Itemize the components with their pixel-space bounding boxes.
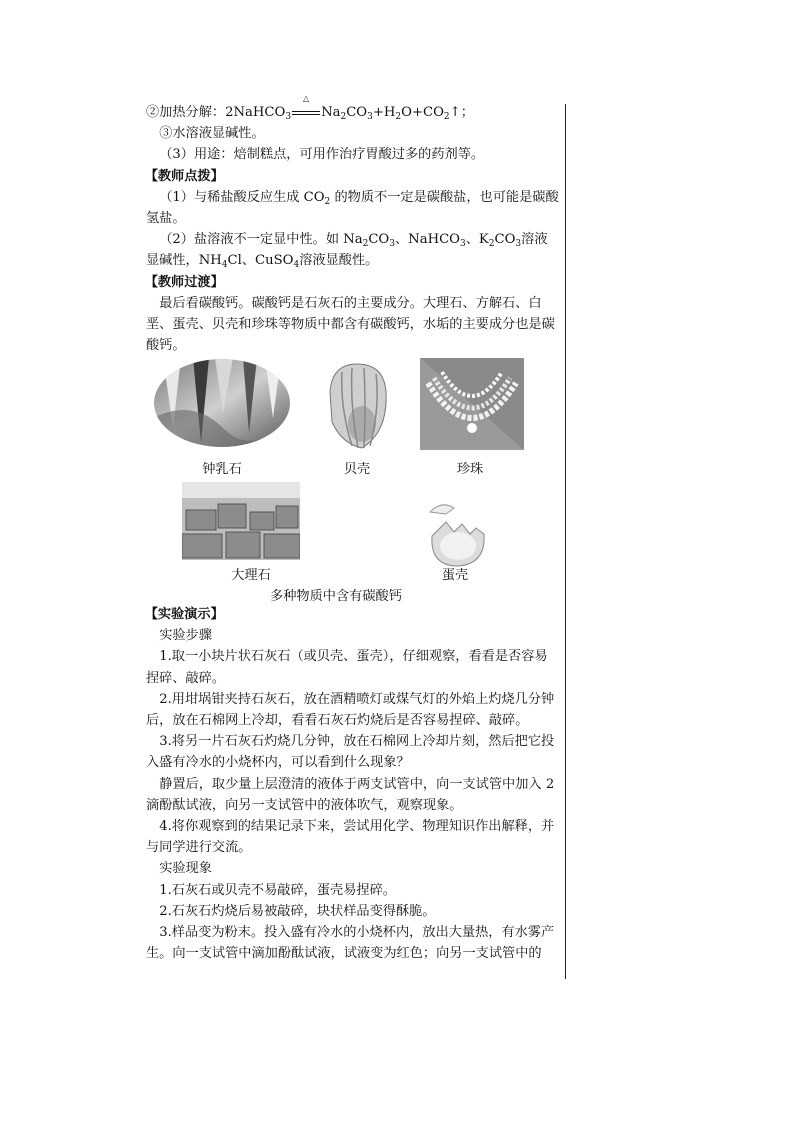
step-4: 4.将你观察到的结果记录下来，尝试用化学、物理知识作出解释，并与同学进行交流。	[146, 819, 555, 856]
formula-part: Na	[321, 105, 341, 120]
equals-bar	[292, 111, 320, 115]
tip2-text: 、K	[465, 232, 489, 248]
sub: 3	[515, 239, 522, 250]
usage-line: （3）用途：焙制糕点，可用作治疗胃酸过多的药剂等。	[159, 147, 485, 163]
content-column-top	[144, 94, 560, 356]
stalactite-label: 钟乳石	[202, 462, 242, 477]
phenomenon-3: 3.样品变为粉末。投入盛有冷水的小烧杯内，放出大量热，有水雾产生。向一支试管中滴加酚酞试液，试液变为红色；向另一支试管中的	[146, 925, 555, 962]
transition-text: 最后看碳酸钙。碳酸钙是石灰石的主要成分。大理石、方解石、白垩、蛋壳、贝壳和珍珠等物质中都含有碳酸钙，水垢的主要成分也是碳酸钙。	[146, 295, 555, 354]
sub: 2	[340, 112, 347, 122]
phenomenon-1: 1.石灰石或贝壳不易敲碎，蛋壳易捏碎。	[159, 882, 396, 898]
tip-heading: 【教师点拨】	[144, 168, 224, 184]
pearl-necklace-image	[420, 358, 524, 450]
stalactite-image	[153, 358, 291, 448]
tip2-text: 、NaHCO	[394, 232, 460, 248]
sub: 2	[488, 239, 495, 250]
formula-part: +H	[372, 105, 396, 120]
phenomena-title: 实验现象	[159, 861, 212, 877]
tip2-text: （2）盐溶液不一定显中性。如 Na	[159, 232, 363, 248]
transition-heading: 【教师过渡】	[144, 274, 224, 290]
margin-rule	[565, 104, 566, 979]
tip2-text: CO	[494, 232, 516, 248]
delta-icon: △	[302, 94, 310, 103]
sub: 3	[367, 112, 373, 122]
tip1-rest: 的物质不一定是碳酸盐，也可能是碳酸氢盐。	[146, 189, 559, 227]
marble-image	[182, 482, 300, 560]
eggshell-image	[424, 500, 490, 568]
tip1-text: （1）与稀盐酸反应生成 CO	[159, 189, 325, 205]
sub: 3	[285, 112, 292, 122]
content-column-bottom	[146, 604, 560, 964]
sub: 3	[389, 239, 395, 250]
pearl-label: 珍珠	[456, 462, 484, 477]
sub: 4	[293, 260, 300, 271]
marble-label: 大理石	[231, 568, 271, 583]
sub: 2	[362, 239, 369, 250]
tip2-text: Cl、CuSO	[227, 253, 294, 269]
step-3: 3.将另一片石灰石灼烧几分钟，放在石棉网上冷却片刻，然后把它投入盛有冷水的小烧杯内，可以看到什么现象？	[146, 734, 555, 771]
tip2-text: 溶液显碱性，NH	[146, 232, 548, 269]
step-2: 2.用坩埚钳夹持石灰石，放在酒精喷灯或煤气灯的外焰上灼烧几分钟后，放在石棉网上冷却，看看石灰石灼烧后是否容易捏碎、敲碎。	[146, 691, 555, 729]
sub: 2	[395, 112, 402, 122]
sub: 4	[221, 260, 228, 271]
property-line: ③水溶液显碱性。	[159, 126, 265, 142]
tip-2	[146, 229, 560, 271]
phenomenon-2: 2.石灰石灼烧后易被敲碎，块状样品变得酥脆。	[159, 903, 436, 919]
step-3-continued: 静置后，取少量上层澄清的液体于两支试管中，向一支试管中加入 2 滴酚酞试液，向另一支试管中的液体吹气，观察现象。	[146, 776, 555, 813]
formula-part: O+CO	[401, 105, 444, 120]
tip2-text: 溶液显酸性。	[299, 253, 379, 269]
sub: 2	[324, 196, 331, 207]
shell-image	[322, 362, 392, 450]
tip-1	[146, 187, 560, 229]
shell-label: 贝壳	[343, 462, 371, 477]
experiment-heading: 【实验演示】	[144, 607, 224, 622]
formula-part: ↑；	[449, 105, 474, 120]
steps-title: 实验步骤	[159, 628, 212, 644]
step-1: 1.取一小块片状石灰石（或贝壳、蛋壳），仔细观察，看看是否容易捏碎、敲碎。	[146, 649, 548, 686]
formula-line	[146, 94, 560, 123]
figures-block	[146, 358, 560, 608]
tip2-text: CO	[368, 232, 390, 248]
eggshell-label: 蛋壳	[441, 568, 469, 583]
formula-prefix: ②加热分解：2NaHCO	[146, 105, 286, 120]
heat-arrow	[291, 94, 321, 123]
figure-caption: 多种物质中含有碳酸钙	[270, 589, 402, 604]
sub: 2	[443, 112, 450, 122]
sub: 3	[459, 239, 466, 250]
formula-part: CO	[346, 105, 368, 120]
